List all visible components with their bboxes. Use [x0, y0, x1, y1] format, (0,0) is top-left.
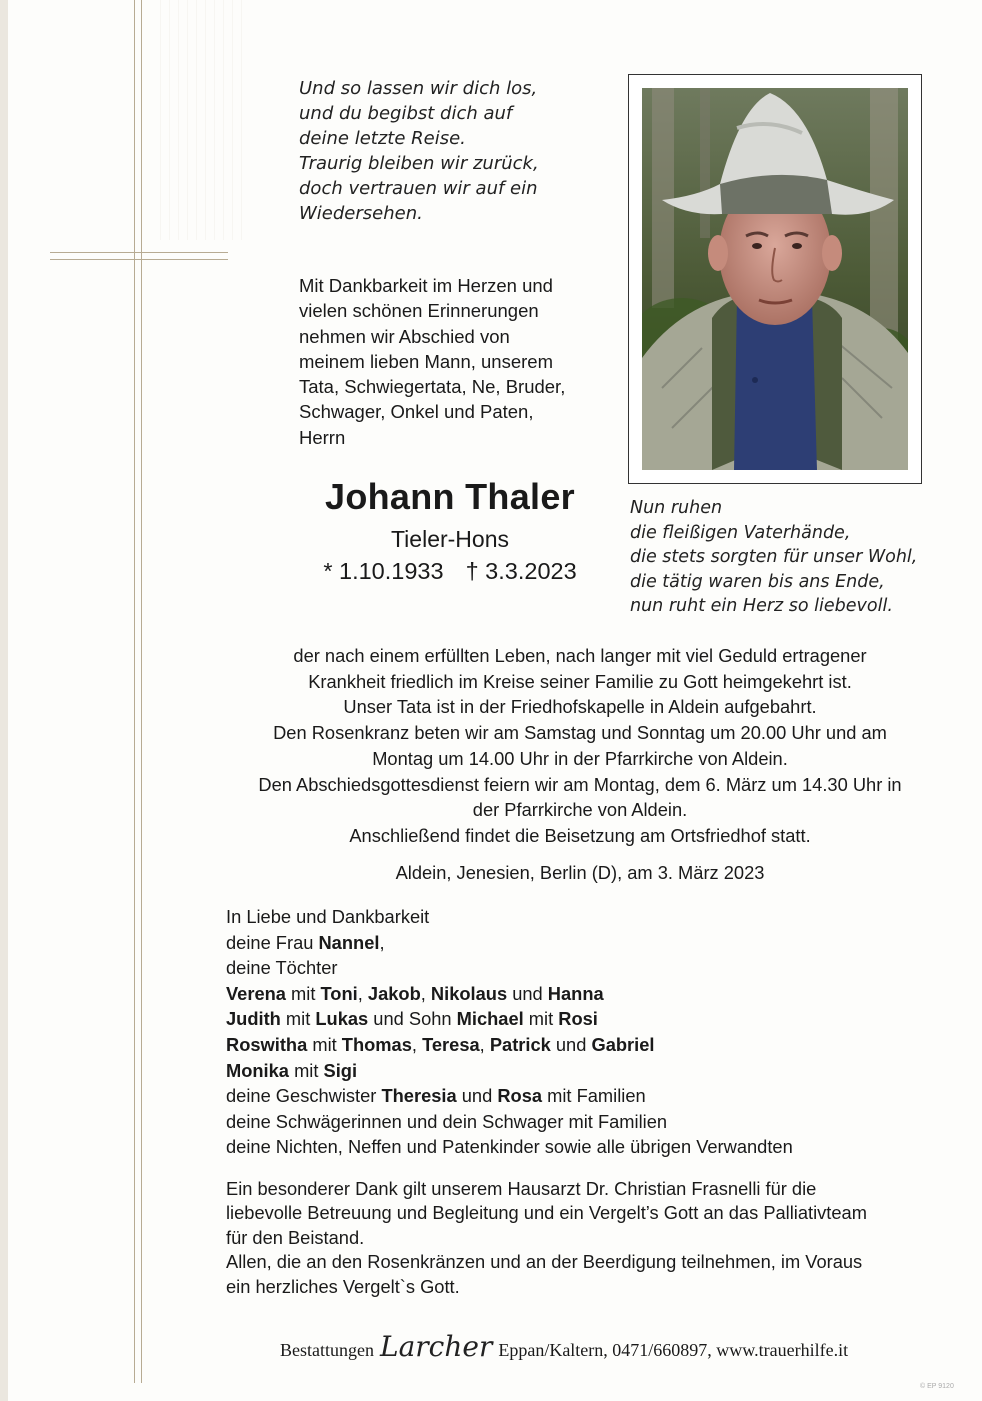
page-edge [0, 0, 8, 1401]
family-line [226, 1006, 946, 1032]
cross-horizontal-line [50, 259, 228, 260]
footer-contact: Eppan/Kaltern, 0471/660897, www.trauerhilfe.it [498, 1340, 849, 1360]
text: mit [288, 1059, 324, 1081]
poem-line: und du begibst dich auf [299, 103, 513, 124]
name: Rosa [497, 1085, 543, 1107]
announcement-line: Unser Tata ist in der Friedhofskapelle in Aldein aufgebahrt. [343, 696, 817, 718]
thanks-line: ein herzliches Vergelt`s Gott. [226, 1275, 460, 1297]
intro-text [299, 273, 609, 450]
family-line [226, 981, 946, 1007]
text: und [550, 1033, 592, 1055]
name: Rosi [558, 1008, 598, 1030]
text: mit [280, 1008, 316, 1030]
text: , [379, 931, 385, 953]
name: Thomas [341, 1033, 412, 1055]
intro-line: Tata, Schwiegertata, Ne, Bruder, [299, 376, 566, 398]
poem-line: doch vertrauen wir auf ein [299, 178, 538, 199]
announcement-line: der nach einem erfüllten Leben, nach langer mit viel Geduld ertragener [293, 645, 867, 666]
intro-line: nehmen wir Abschied von [299, 325, 510, 347]
family-list [226, 904, 946, 1160]
name: Nikolaus [430, 982, 508, 1004]
portrait-illustration [642, 88, 908, 470]
text: mit [285, 982, 321, 1004]
birth-date: * 1.10.1933 [323, 558, 444, 584]
name: Verena [226, 982, 286, 1004]
name: Hanna [547, 982, 604, 1004]
deceased-nickname: Tieler-Hons [390, 526, 509, 552]
text: , [479, 1033, 490, 1055]
name: Sigi [323, 1059, 358, 1081]
text: deine Geschwister [226, 1085, 382, 1107]
name: Monika [226, 1059, 289, 1081]
cross-horizontal-line [50, 252, 228, 253]
cross-texture [152, 0, 242, 240]
thanks-line: liebevolle Betreuung und Begleitung und ein Vergelt’s Gott an das Palliativteam [226, 1202, 867, 1224]
intro-line: Schwager, Onkel und Paten, [299, 401, 534, 423]
family-line [226, 1032, 946, 1058]
print-code: © EP 9120 [920, 1383, 954, 1390]
intro-line: Mit Dankbarkeit im Herzen und [299, 275, 553, 296]
announcement-line: Montag um 14.00 Uhr in der Pfarrkirche von Aldein. [372, 747, 788, 769]
poem-line: nun ruht ein Herz so liebevoll. [630, 596, 893, 617]
portrait-photo [642, 88, 908, 470]
poem-line: die tätig waren bis ans Ende, [630, 571, 885, 592]
text: und [456, 1085, 498, 1107]
thanks-text [226, 1177, 946, 1299]
text: mit Familien [542, 1085, 646, 1107]
text: , [357, 982, 368, 1004]
poem-right [630, 496, 930, 619]
announcement-text [200, 643, 960, 849]
announcement-line: Den Abschiedsgottesdienst feiern wir am Montag, dem 6. März um 14.30 Uhr in [258, 773, 902, 795]
family-line [226, 1058, 946, 1084]
announcement-line: der Pfarrkirche von Aldein. [472, 799, 688, 821]
funeral-home-logo: Larcher [379, 1330, 493, 1363]
place-and-date: Aldein, Jenesien, Berlin (D), am 3. März 2023 [395, 862, 765, 883]
announcement-line: Krankheit friedlich im Kreise seiner Familie zu Gott heimgekehrt ist. [308, 670, 852, 692]
thanks-line: Allen, die an den Rosenkränzen und an der Beerdigung teilnehmen, im Voraus [226, 1251, 863, 1273]
name: Toni [320, 982, 358, 1004]
family-line [226, 1083, 946, 1109]
name: Gabriel [591, 1033, 655, 1055]
poem-line: die fleißigen Vaterhände, [630, 522, 851, 543]
thanks-line: für den Beistand. [226, 1226, 365, 1248]
family-line [226, 930, 946, 956]
deceased-name: Johann Thaler [325, 476, 575, 517]
name: Lukas [315, 1008, 369, 1030]
text: mit [307, 1033, 342, 1055]
family-line: In Liebe und Dankbarkeit [226, 906, 430, 927]
poem-line: Wiedersehen. [299, 203, 423, 224]
text: und Sohn [368, 1008, 457, 1030]
announcement-line: Den Rosenkranz beten wir am Samstag und Sonntag um 20.00 Uhr und am [273, 722, 887, 744]
text: und [507, 982, 548, 1004]
name: Nannel [318, 931, 380, 953]
text: deine Frau [226, 931, 319, 953]
name: Judith [226, 1008, 281, 1030]
cross-vertical-line [134, 0, 135, 1383]
death-date: † 3.3.2023 [465, 558, 577, 584]
name: Jakob [367, 982, 421, 1004]
name: Michael [456, 1008, 524, 1030]
thanks-line: Ein besonderer Dank gilt unserem Hausarzt Dr. Christian Frasnelli für die [226, 1178, 817, 1199]
portrait-frame [628, 74, 922, 484]
poem-line: deine letzte Reise. [299, 128, 466, 149]
poem-line: Nun ruhen [630, 498, 723, 518]
family-line: deine Nichten, Neffen und Patenkinder sowie alle übrigen Verwandten [226, 1136, 793, 1158]
name: Roswitha [226, 1033, 308, 1055]
announcement-line: Anschließend findet die Beisetzung am Ortsfriedhof statt. [349, 824, 811, 846]
life-dates [300, 558, 600, 585]
family-line: deine Töchter [226, 957, 338, 979]
cross-vertical-line [141, 0, 142, 1383]
intro-line: meinem lieben Mann, unserem [299, 350, 553, 372]
intro-line: vielen schönen Erinnerungen [299, 300, 539, 322]
name: Teresa [422, 1033, 480, 1055]
family-line: deine Schwägerinnen und dein Schwager mit Familien [226, 1110, 668, 1132]
poem-line: die stets sorgten für unser Wohl, [630, 547, 918, 568]
poem-line: Und so lassen wir dich los, [299, 78, 538, 99]
poem-line: Traurig bleiben wir zurück, [299, 153, 539, 174]
name: Theresia [381, 1085, 457, 1107]
funeral-home-footer [280, 1330, 920, 1363]
poem-top [299, 76, 599, 226]
intro-line: Herrn [299, 426, 346, 448]
footer-prefix: Bestattungen [280, 1340, 374, 1360]
text: , [420, 982, 431, 1004]
name: Patrick [489, 1033, 551, 1055]
text: , [411, 1033, 423, 1055]
text: mit [523, 1008, 559, 1030]
